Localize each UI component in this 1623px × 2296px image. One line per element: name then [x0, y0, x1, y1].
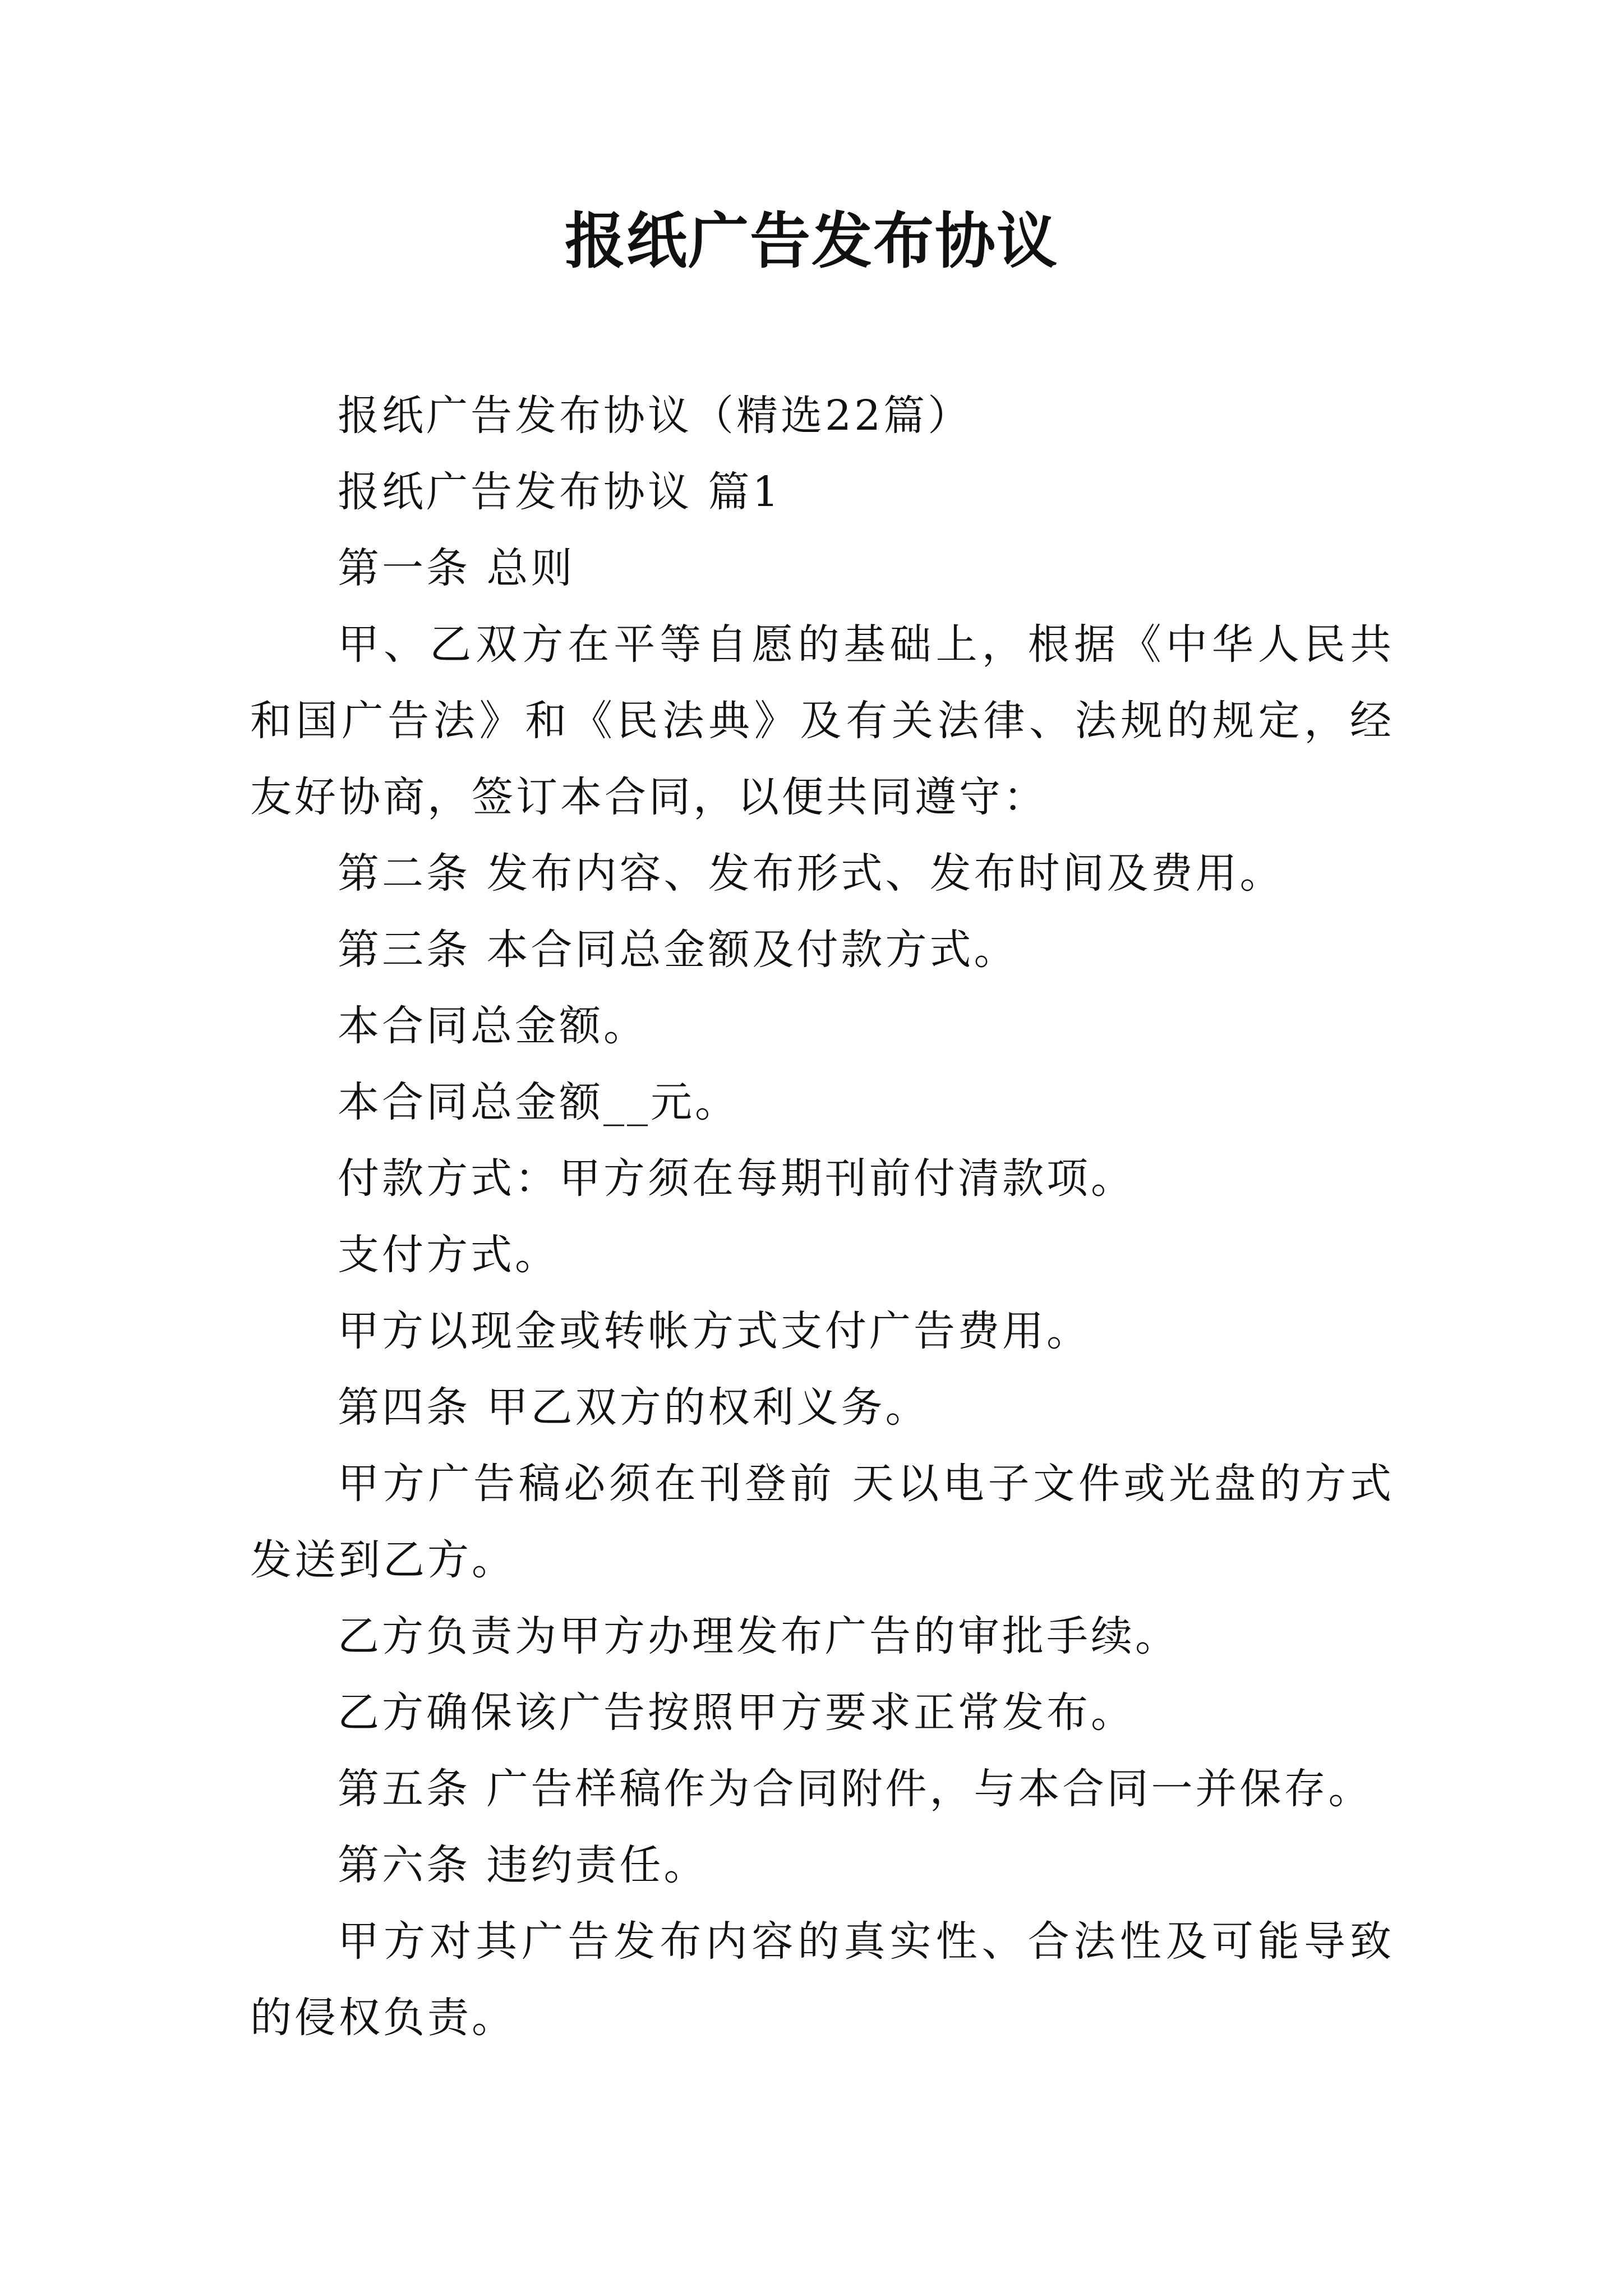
paragraph-payment-cash: 甲方以现金或转帐方式支付广告费用。 — [338, 1307, 1091, 1355]
paragraph-article-2: 第二条 发布内容、发布形式、发布时间及费用。 — [338, 849, 1284, 898]
paragraph-approval: 乙方负责为甲方办理发布广告的审批手续。 — [338, 1612, 1179, 1660]
paragraph-publication: 乙方确保该广告按照甲方要求正常发布。 — [338, 1688, 1135, 1737]
paragraph-subtitle: 报纸广告发布协议（精选22篇） — [338, 392, 972, 440]
paragraph-article-6: 第六条 违约责任。 — [338, 1841, 708, 1889]
paragraph-article-5: 第五条 广告样稿作为合同附件，与本合同一并保存。 — [338, 1765, 1373, 1813]
document-body — [250, 378, 1394, 2056]
paragraph-total-amount: 本合同总金额。 — [338, 1002, 648, 1050]
paragraph-ad-submission: 甲方广告稿必须在刊登前 天以电子文件或光盘的方式发送到乙方。 — [250, 1460, 1394, 1584]
paragraph-article-4: 第四条 甲乙双方的权利义务。 — [338, 1383, 930, 1432]
paragraph-article-1: 第一条 总则 — [338, 544, 575, 592]
paragraph-total-amount-value: 本合同总金额__元。 — [338, 1078, 739, 1126]
paragraph-preamble: 甲、乙双方在平等自愿的基础上，根据《中华人民共和国广告法》和《民法典》及有关法律、法规的规定，经友好协商，签订本合同，以便共同遵守： — [250, 620, 1394, 821]
paragraph-section-heading: 报纸广告发布协议 篇1 — [338, 468, 782, 516]
paragraph-liability: 甲方对其广告发布内容的真实性、合法性及可能导致的侵权负责。 — [250, 1917, 1394, 2042]
paragraph-payment-terms: 付款方式：甲方须在每期刊前付清款项。 — [338, 1154, 1135, 1203]
paragraph-article-3: 第三条 本合同总金额及付款方式。 — [338, 926, 1018, 974]
paragraph-payment-method: 支付方式。 — [338, 1231, 559, 1279]
document-title: 报纸广告发布协议 — [564, 206, 1058, 277]
